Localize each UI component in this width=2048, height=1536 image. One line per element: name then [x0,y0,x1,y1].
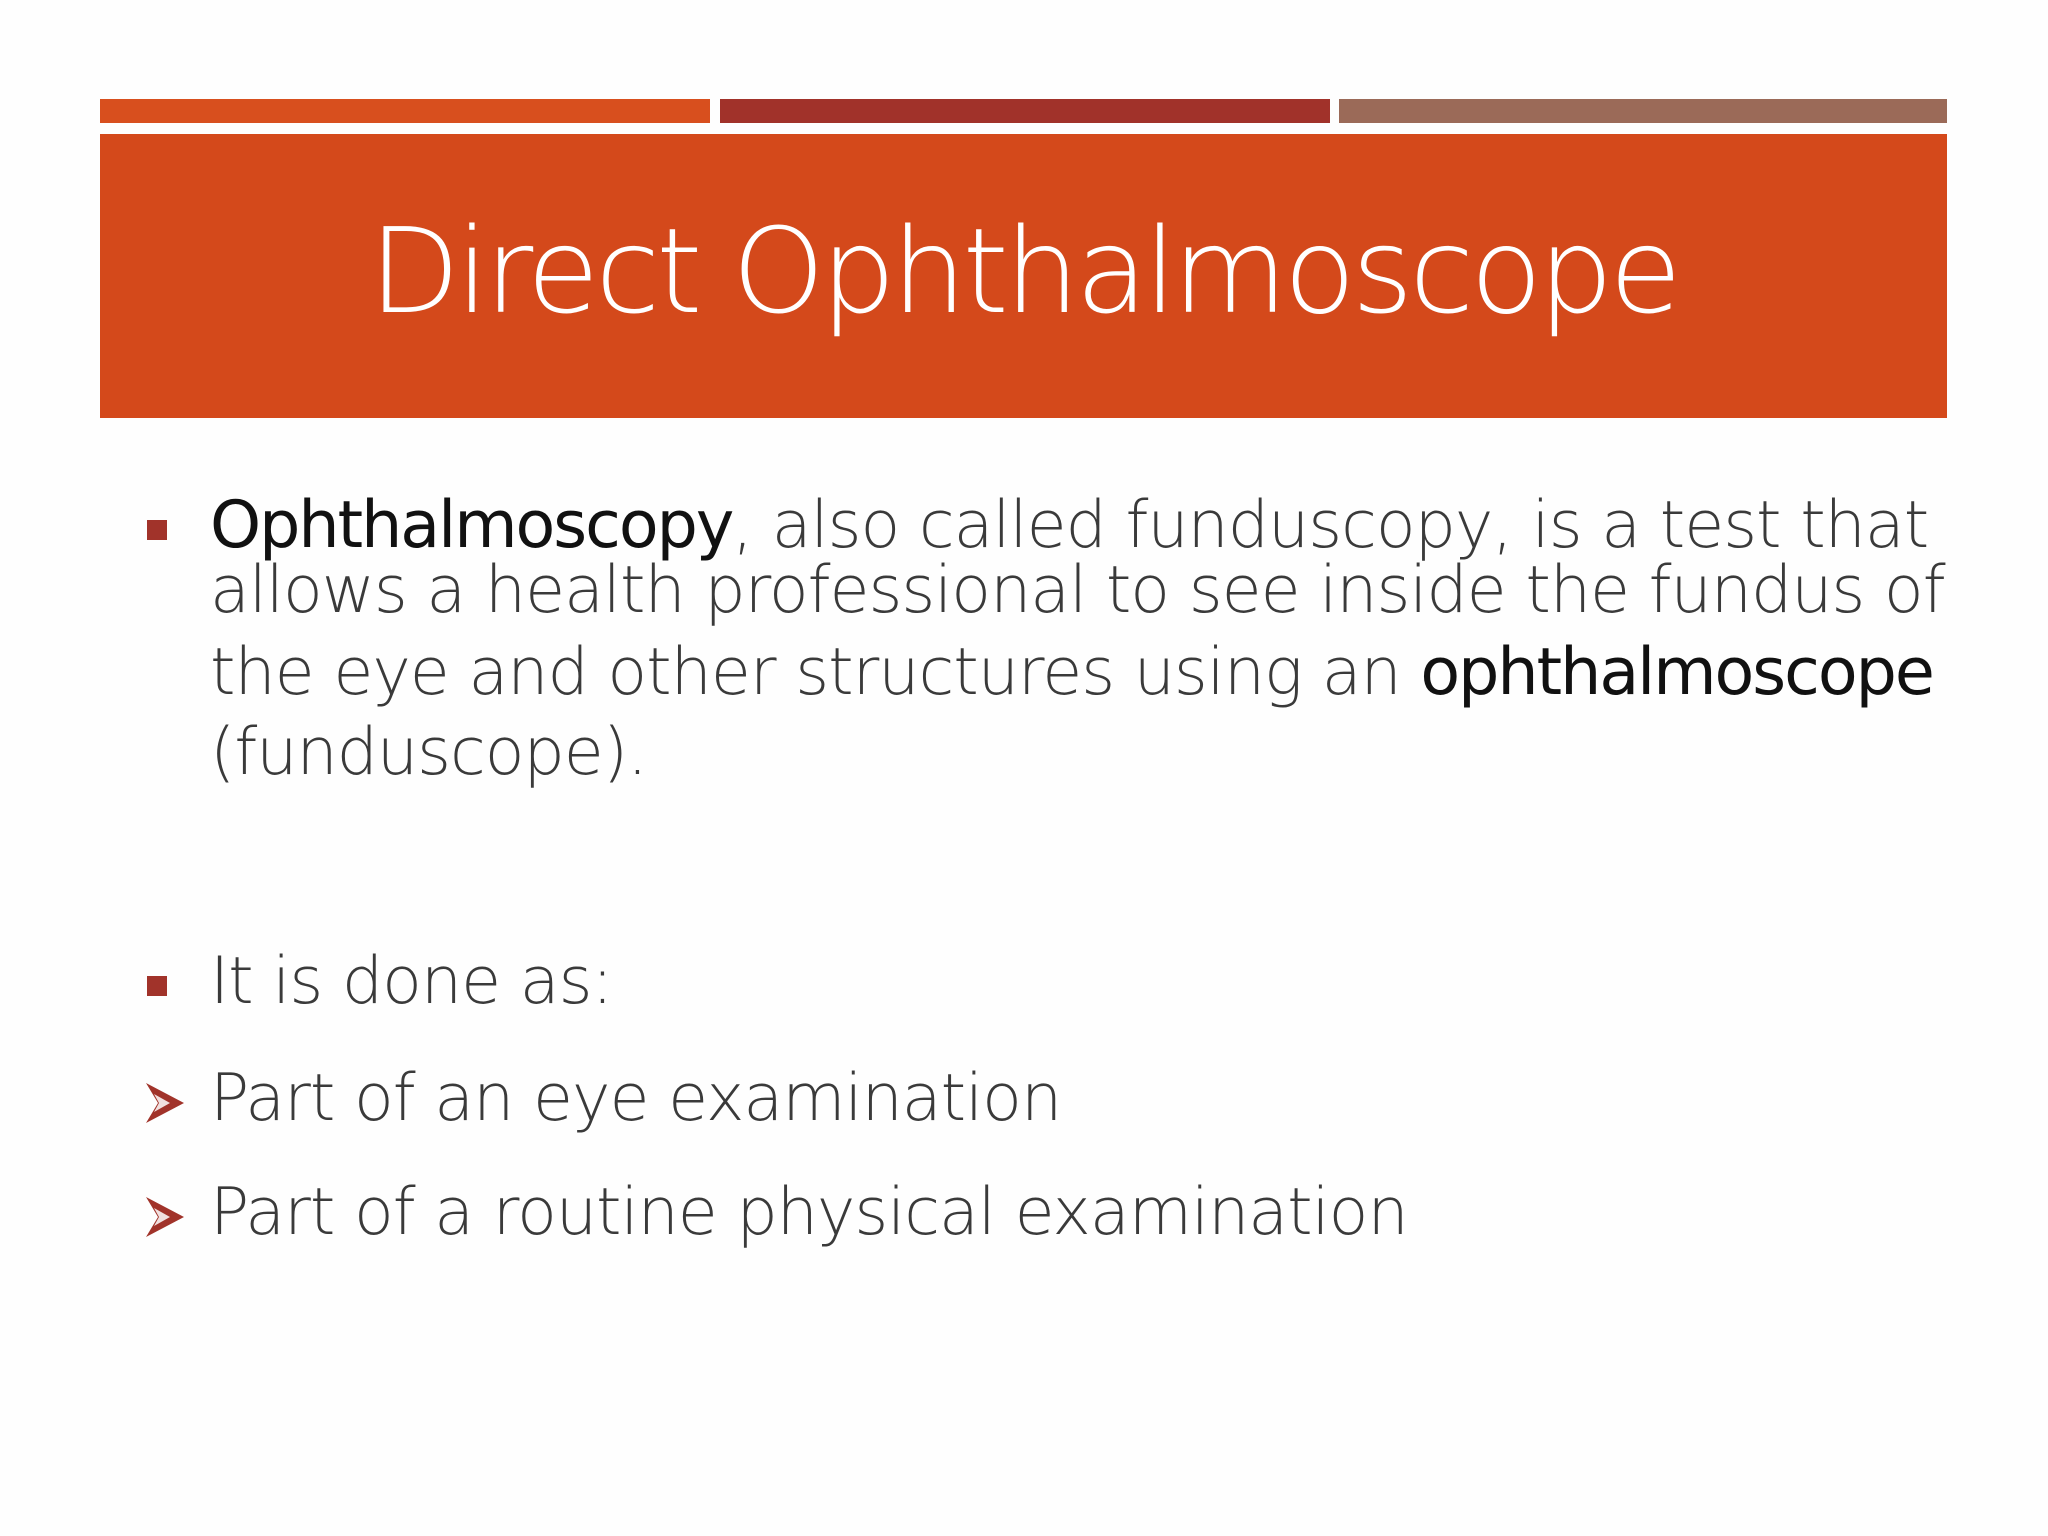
sub-item-eye-examination: Part of an eye examination [210,1061,1062,1136]
bullet-it-is-done-as: It is done as: [210,944,613,1019]
paragraph-line-3-text: the eye and other structures using an [210,635,1421,710]
paragraph-line-1-rest: , also called funduscopy, is a test that [732,488,1929,563]
term-ophthalmoscopy: Ophthalmoscopy [210,488,733,563]
paragraph-line-4: (funduscope). [210,715,647,790]
square-bullet-icon [147,976,167,996]
term-ophthalmoscope: ophthalmoscope [1420,635,1933,710]
paragraph-line-2: allows a health professional to see inside the fundus of [210,553,1945,628]
slide-title: Direct Ophthalmoscope [369,202,1678,340]
paragraph-line-3 [210,635,1933,710]
sub-item-routine-physical-examination: Part of a routine physical examination [210,1175,1408,1250]
square-bullet-icon [147,520,167,540]
arrow-bullet-icon [144,1195,186,1239]
arrow-bullet-icon [144,1081,186,1125]
paragraph-line-1 [210,488,1929,563]
